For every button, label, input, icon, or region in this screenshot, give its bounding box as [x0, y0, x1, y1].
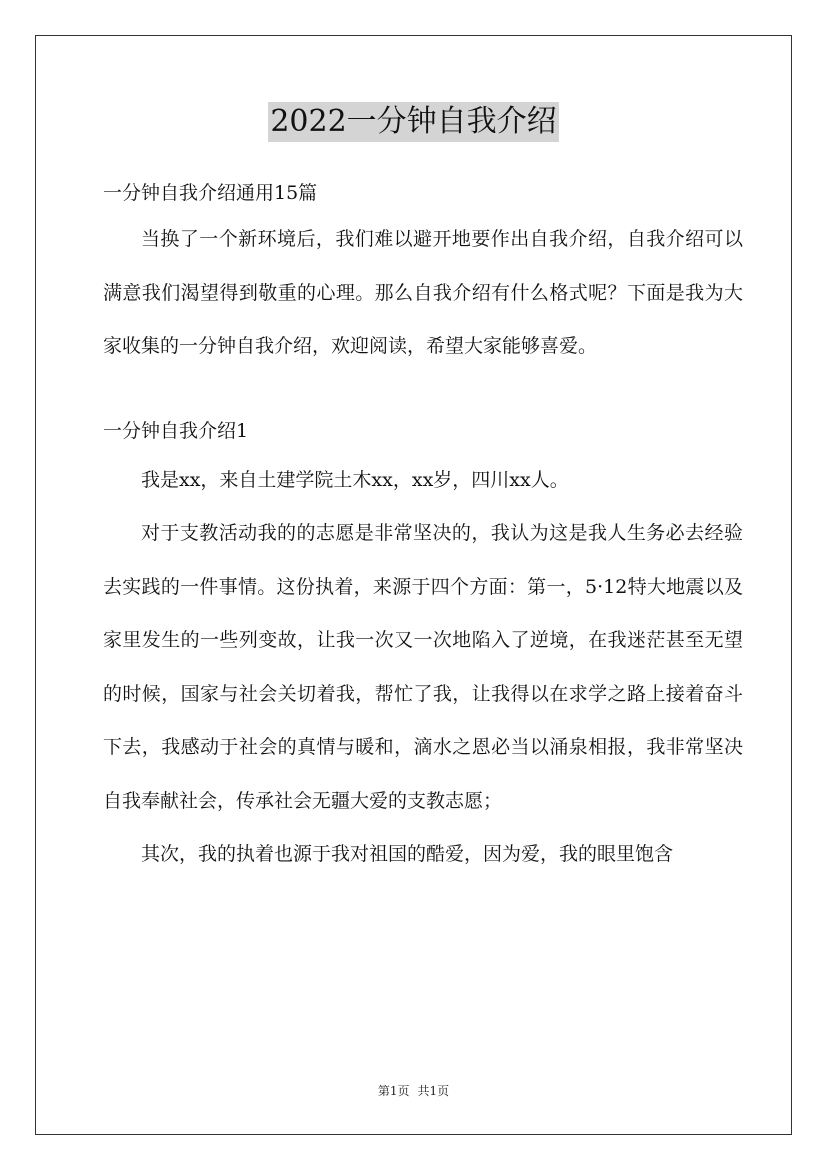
section-spacer — [103, 374, 743, 408]
document-body — [103, 173, 743, 882]
page-total: 共1页 — [417, 1084, 450, 1098]
body-paragraph-2: 对于支教活动我的的志愿是非常坚决的，我认为这是我人生务必去经验去实践的一件事情。这份执着，来源于四个方面：第一，5·12特大地震以及家里发生的一些列变故，让我一次又一次地陷入了逆境，在我迷茫甚至无望的时候，国家与社会关切着我，帮忙了我，让我得以在求学之路上接着奋斗下去，我感动于社会的真情与暖和，滴水之恩必当以涌泉相报，我非常坚决自我奉献社会，传承社会无疆大爱的支教志愿； — [103, 522, 743, 812]
body-paragraph-1: 我是xx，来自土建学院土木xx，xx岁，四川xx人。 — [141, 468, 569, 491]
body-paragraph-3: 其次，我的执着也源于我对祖国的酷爱，因为爱，我的眼里饱含 — [141, 843, 674, 865]
page-number: 第1页 — [377, 1084, 410, 1098]
page-footer — [0, 1082, 827, 1099]
subtitle: 一分钟自我介绍通用15篇 — [103, 182, 318, 204]
title-wrap — [0, 102, 827, 142]
document-title: 2022一分钟自我介绍 — [268, 102, 558, 142]
section-heading: 一分钟自我介绍1 — [103, 419, 249, 442]
intro-paragraph: 当换了一个新环境后，我们难以避开地要作出自我介绍，自我介绍可以满意我们渴望得到敬重的心理。那么自我介绍有什么格式呢？下面是我为大家收集的一分钟自我介绍，欢迎阅读，希望大家能够喜爱。 — [103, 228, 743, 357]
